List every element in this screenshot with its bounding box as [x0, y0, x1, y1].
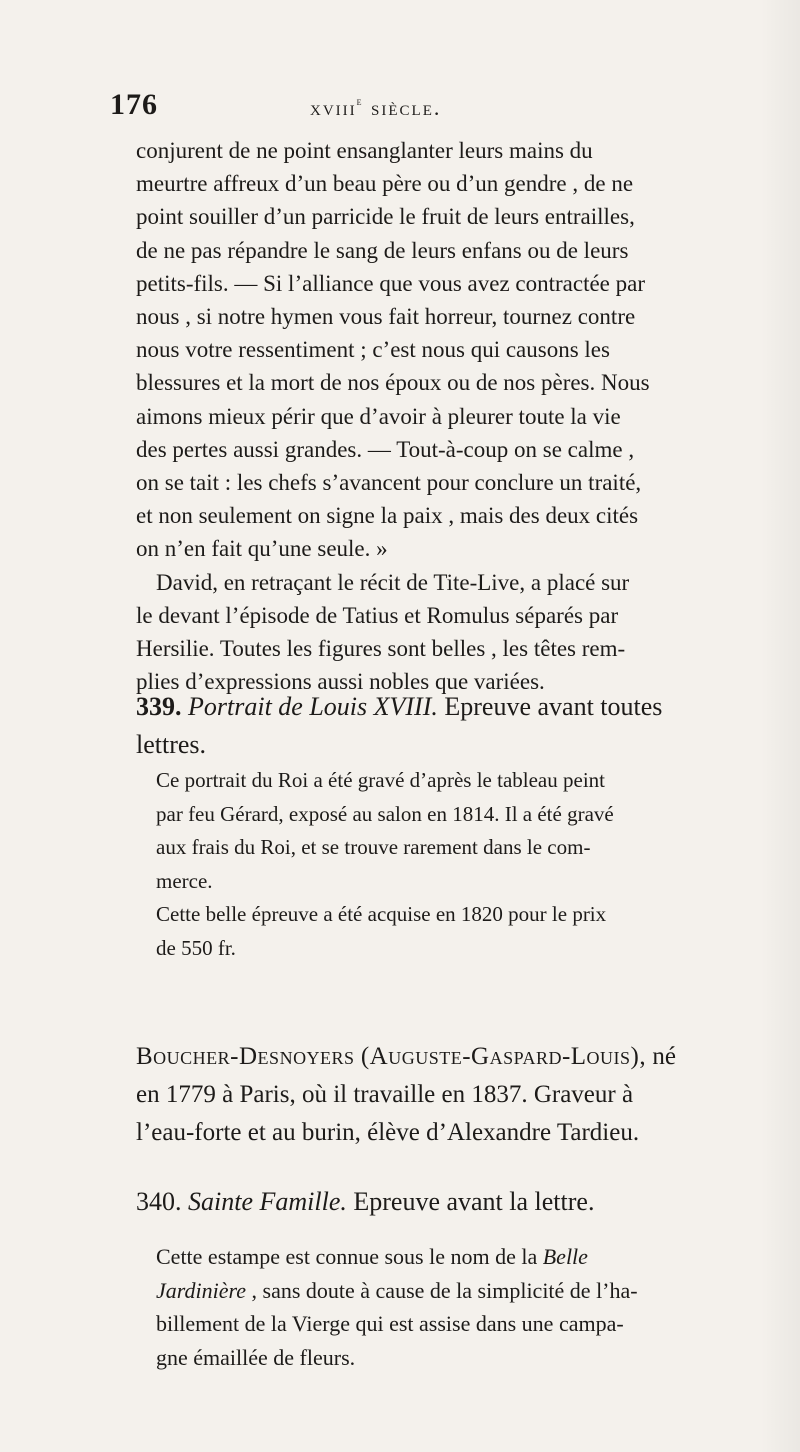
text-line: billement de la Vierge qui est assise dans une campa-	[156, 1311, 624, 1337]
entry-heading-rest: Epreuve avant toutes	[444, 692, 663, 721]
text-line: point souiller d’un parricide le fruit de leurs entrailles,	[136, 204, 635, 230]
running-title-prefix: xviii	[310, 95, 357, 120]
text-line	[156, 1240, 732, 1274]
artist-entry	[136, 1038, 732, 1152]
text-line: par feu Gérard, exposé au salon en 1814. Il a été gravé	[156, 801, 614, 826]
text-segment: Cette estampe est connue sous le nom de la	[156, 1244, 543, 1269]
text-line: blessures et la mort de nos époux ou de nos pères. Nous	[136, 370, 650, 396]
text-line: des pertes aussi grandes. — Tout-à-coup on se calme ,	[136, 436, 635, 462]
entry-339-heading-line2: lettres.	[136, 730, 207, 759]
text-line: merce.	[156, 868, 213, 893]
text-line: petits-fils. — Si l’alliance que vous avez contractée par	[136, 270, 645, 296]
text-line: on se tait : les chefs s’avancent pour conclure un traité,	[136, 470, 642, 496]
text-line: Ce portrait du Roi a été gravé d’après le tableau peint	[156, 768, 605, 792]
page-number: 176	[110, 88, 158, 121]
running-title-sup: e	[356, 94, 364, 108]
running-title	[310, 94, 441, 121]
text-line: nous , si notre hymen vous fait horreur, tournez contre	[136, 304, 636, 330]
text-line	[156, 1274, 732, 1308]
text-line: de ne pas répandre le sang de leurs enfans ou de leurs	[136, 237, 629, 263]
entry-number: 339.	[136, 692, 182, 721]
page-header	[110, 88, 710, 128]
entry-339-description	[156, 764, 732, 966]
text-line: de 550 fr.	[156, 935, 236, 960]
opening-text	[136, 134, 732, 698]
text-line: le devant l’épisode de Tatius et Romulus séparés par	[136, 602, 619, 628]
italic-title: Jardinière	[156, 1277, 247, 1303]
artist-given-names: (Auguste-Gaspard-Louis),	[360, 1043, 647, 1070]
entry-number: 340.	[136, 1187, 182, 1216]
artist-name: Boucher-Desnoyers	[136, 1043, 355, 1070]
page-edge-shadow	[760, 0, 800, 1452]
entry-340-description	[156, 1240, 732, 1374]
text-line: on n’en fait qu’une seule. »	[136, 536, 388, 562]
italic-title: Belle	[542, 1244, 588, 1269]
text-line: Cette belle épreuve a été acquise en 1820 pour le prix	[156, 902, 607, 927]
artist-line1-rest: né	[652, 1043, 676, 1070]
text-line: meurtre affreux d’un beau père ou d’un gendre , de ne	[136, 171, 634, 197]
entry-title: Portrait de Louis XVIII.	[188, 692, 438, 721]
running-title-suffix: siècle.	[363, 95, 442, 120]
text-line: nous votre ressentiment ; c’est nous qui causons les	[136, 337, 610, 363]
artist-line1	[136, 1038, 732, 1076]
entry-339-heading-line1	[136, 688, 732, 726]
entry-339-heading	[136, 688, 732, 764]
artist-line2: en 1779 à Paris, où il travaille en 1837. Graveur à	[136, 1081, 634, 1108]
entry-title: Sainte Famille.	[188, 1187, 347, 1216]
text-line: aux frais du Roi, et se trouve rarement dans le com-	[156, 835, 591, 860]
entry-340-heading	[136, 1183, 732, 1221]
text-line: conjurent de ne point ensanglanter leurs mains du	[136, 138, 593, 163]
text-line: gne émaillée de fleurs.	[156, 1344, 356, 1370]
text-line: plies d’expressions aussi nobles que variées.	[136, 669, 545, 695]
text-line: David, en retraçant le récit de Tite-Live, a placé sur	[156, 569, 630, 595]
text-segment: , sans doute à cause de la simplicité de l’ha-	[246, 1277, 638, 1303]
artist-line3: l’eau-forte et au burin, élève d’Alexandre Tardieu.	[136, 1119, 640, 1146]
text-line: aimons mieux périr que d’avoir à pleurer toute la vie	[136, 403, 621, 429]
text-line: Hersilie. Toutes les figures sont belles , les têtes rem-	[136, 636, 626, 662]
entry-heading-rest: Epreuve avant la lettre.	[353, 1187, 595, 1216]
text-line: et non seulement on signe la paix , mais des deux cités	[136, 503, 639, 529]
